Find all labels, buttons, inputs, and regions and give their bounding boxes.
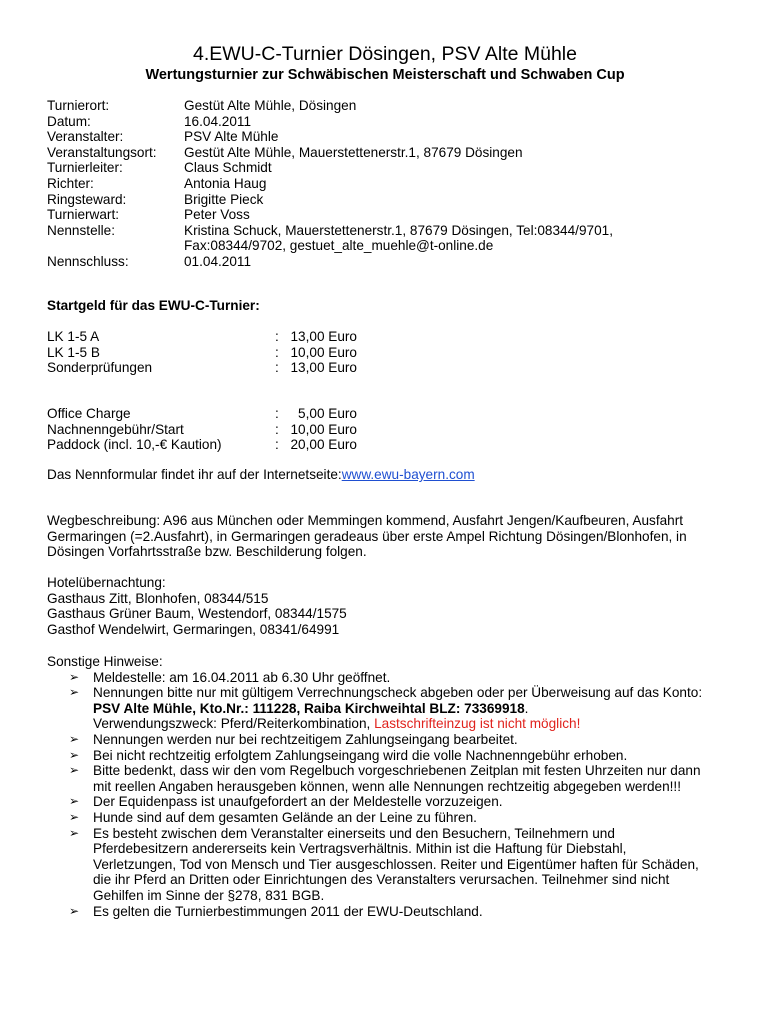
arrow-bullet-icon: ➢ [69,794,80,809]
fee-row [47,345,447,361]
info-value: 16.04.2011 [184,113,252,129]
info-value: Peter Voss [184,207,250,223]
page-subtitle: Wertungsturnier zur Schwäbischen Meisterschaft und Schwaben Cup [145,67,625,83]
info-value: Gestüt Alte Mühle, Dösingen [184,98,357,113]
info-label: Datum: [47,113,91,129]
arrow-bullet-icon: ➢ [69,809,80,824]
hotel-item: Gasthaus Zitt, Blonhofen, 08344/515 [47,590,269,606]
ewu-bayern-link[interactable]: www.ewu-bayern.com [341,467,475,482]
info-row-datum [47,114,747,130]
info-label: Turnierwart: [47,207,120,223]
directions: Wegbeschreibung: A96 aus München oder Memmingen kommend, Ausfahrt Jengen/Kaufbeuren, Ausfahrt Germaringen (=2.Ausfahrt), in Germaringen geradeaus über erste Ampel Richtung Dösingen/Blonhofen, in Dösingen Vorfahrtsstraße bzw. Beschilderung folgen. [47,513,687,560]
info-row-turnierwart [47,207,747,223]
notes-section [47,654,707,919]
arrow-bullet-icon: ➢ [69,825,80,840]
note-warning: Lastschrifteinzug ist nicht möglich! [374,716,581,732]
list-item [47,794,707,810]
nennstelle-line-2: Fax:08344/9702, gestuet_alte_muehle@t-online.de [184,238,494,254]
list-item [47,810,707,826]
fee-colon: : [275,406,279,421]
hotel-item: Gasthof Wendelwirt, Germaringen, 08341/64991 [47,621,340,637]
info-value: PSV Alte Mühle [184,129,279,145]
list-item [47,732,707,748]
note-text: Meldestelle: am 16.04.2011 ab 6.30 Uhr geöffnet. [93,669,391,685]
fee-table-extra [47,406,447,453]
nennstelle-line-1: Kristina Schuck, Mauerstettenerstr.1, 87679 Dösingen, Tel:08344/9701, [184,222,613,238]
fee-label: Nachnenngebühr/Start [47,421,184,437]
hotels-title: Hotelübernachtung: [47,575,166,590]
fee-label: Sonderprüfungen [47,360,153,376]
list-item [47,763,707,794]
arrow-bullet-icon: ➢ [69,669,80,684]
fee-colon: : [275,421,279,437]
arrow-bullet-icon: ➢ [69,763,80,778]
info-label: Nennschluss: [47,253,129,269]
fee-colon: : [275,329,279,344]
fee-amount: 10,00 Euro [290,421,357,437]
note-text: Nennungen werden nur bei rechtzeitigem Zahlungseingang bearbeitet. [93,731,518,747]
fee-table-main [47,329,447,376]
fee-row [47,437,447,453]
info-row-veranstalter [47,129,747,145]
fee-label: Office Charge [47,406,131,421]
list-item [47,670,707,686]
note-text: Der Equidenpass ist unaufgefordert an der Meldestelle vorzuzeigen. [93,794,503,810]
info-label: Turnierleiter: [47,160,123,176]
fee-colon: : [275,360,279,376]
list-item [47,748,707,764]
form-note [47,467,707,483]
info-label: Veranstaltungsort: [47,144,157,160]
info-row-ringsteward [47,192,747,208]
fee-amount: 10,00 Euro [290,344,357,360]
fee-row [47,422,447,438]
info-value: Claus Schmidt [184,160,272,176]
arrow-bullet-icon: ➢ [69,903,80,918]
info-row-nennschluss [47,254,747,270]
info-row-richter [47,176,747,192]
arrow-bullet-icon: ➢ [69,685,80,700]
info-label: Ringsteward: [47,191,127,207]
info-label: Nennstelle: [47,222,116,238]
bank-account: PSV Alte Mühle, Kto.Nr.: 111228, Raiba Kirchweihtal BLZ: 73369918 [93,700,525,716]
fee-section-title: Startgeld für das EWU-C-Turnier: [47,298,260,313]
arrow-bullet-icon: ➢ [69,747,80,762]
info-label: Veranstalter: [47,129,124,145]
info-value: Gestüt Alte Mühle, Mauerstettenerstr.1, 87679 Dösingen [184,144,523,160]
fee-label: LK 1-5 A [47,329,100,344]
fee-colon: : [275,344,279,360]
note-text: Es besteht zwischen dem Veranstalter einerseits und den Besuchern, Teilnehmern und Pferdebesitzern andererseits kein Vertragsverhältnis. Mithin ist die Haftung für Diebstahl, Verletzungen, Tod von Mensch und Tier ausgeschlossen. Reiter und Eigentümer haften für Schäden, die ihr Pferd an Dritten oder Einrichtungen des Veranstalters verursachen. Teilnehmer sind nicht Gehilfen im Sinne der §278, 831 BGB. [93,825,699,903]
fee-amount: 20,00 Euro [290,437,357,453]
notes-list [47,670,707,920]
note-text-end: . [524,700,529,716]
fee-label: Paddock (incl. 10,-€ Kaution) [47,437,222,453]
hotels [47,575,707,637]
list-item [47,685,707,732]
form-note-text: Das Nennformular findet ihr auf der Internetseite: [47,467,342,482]
info-value [184,223,747,254]
notes-title: Sonstige Hinweise: [47,654,163,669]
info-row-turnierleiter [47,160,747,176]
fee-colon: : [275,437,279,453]
info-label: Turnierort: [47,98,110,113]
note-text: Bitte bedenkt, dass wir den vom Regelbuch vorgeschriebenen Zeitplan mit festen Uhrzeiten nur dann mit reellen Angaben herausgeben können, wenn alle Nennungen rechtzeitig abgegeben werden!!! [93,763,701,794]
note-purpose: Verwendungszweck: Pferd/Reiterkombination, [93,716,375,732]
info-label: Richter: [47,175,94,191]
info-row-turnierort [47,98,747,114]
page-title: 4.EWU-C-Turnier Dösingen, PSV Alte Mühle [192,43,577,65]
tournament-info [47,98,747,270]
note-text: Hunde sind auf dem gesamten Gelände an der Leine zu führen. [93,809,477,825]
info-row-nennstelle [47,223,747,254]
hotel-item: Gasthaus Grüner Baum, Westendorf, 08344/1575 [47,606,347,622]
fee-label: LK 1-5 B [47,344,100,360]
note-text: Es gelten die Turnierbestimmungen 2011 der EWU-Deutschland. [93,903,483,919]
arrow-bullet-icon: ➢ [69,731,80,746]
info-value: 01.04.2011 [184,253,252,269]
fee-row [47,406,447,422]
fee-amount: 13,00 Euro [290,329,357,344]
note-text: Bei nicht rechtzeitig erfolgtem Zahlungseingang wird die volle Nachnenngebühr erhoben. [93,747,628,763]
note-text: Nennungen bitte nur mit gültigem Verrechnungscheck abgeben oder per Überweisung auf das Konto: [93,685,703,701]
fee-row [47,329,447,345]
info-row-veranstaltungsort [47,145,747,161]
fee-amount: 5,00 Euro [298,406,357,421]
list-item [47,826,707,904]
info-value: Antonia Haug [184,175,267,191]
fee-row [47,360,447,376]
fee-amount: 13,00 Euro [290,360,357,376]
info-value: Brigitte Pieck [184,191,264,207]
list-item [47,904,707,920]
